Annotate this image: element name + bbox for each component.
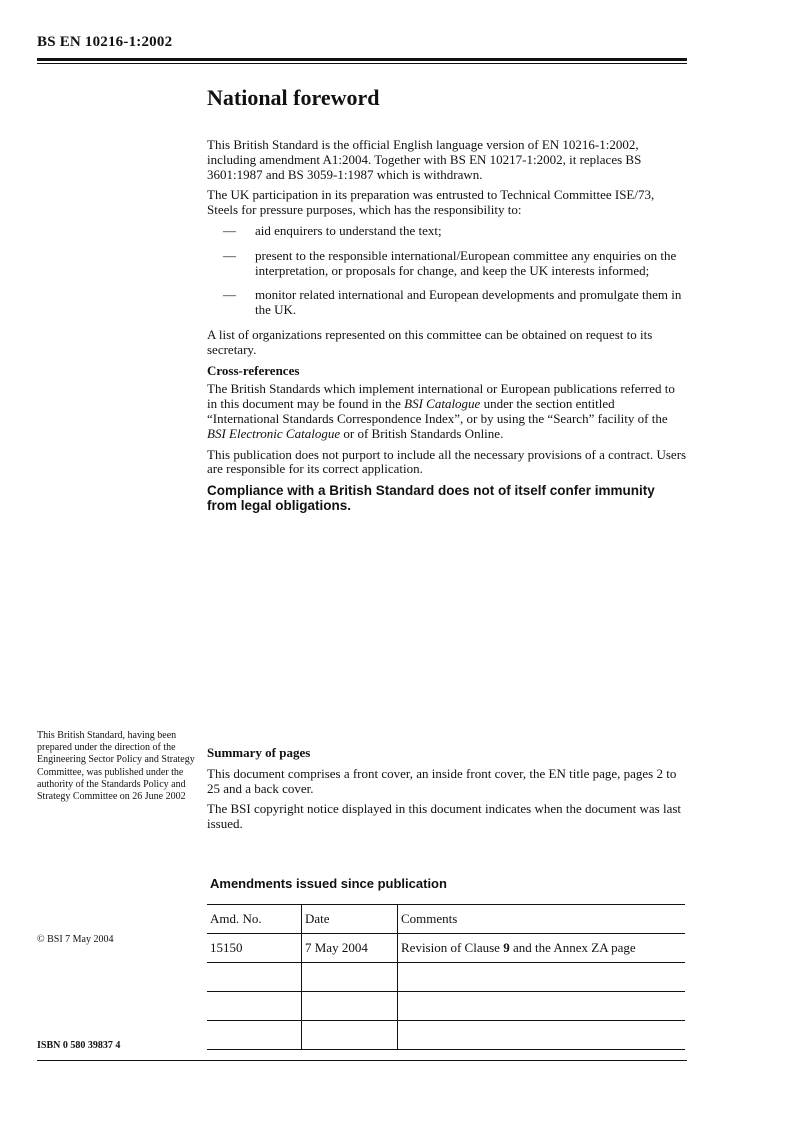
bsi-catalogue-title: BSI Catalogue — [404, 396, 481, 412]
empty-cell — [302, 1021, 398, 1050]
list-item-text: present to the responsible international/European committee any enquiries on the interpretation, or proposals for change, and keep the UK interests informed; — [255, 247, 677, 278]
table-row — [207, 963, 685, 992]
dash-bullet: — — [223, 287, 236, 303]
crossref-text-3: or of British Standards Online. — [340, 425, 504, 441]
responsibility-list — [207, 224, 687, 318]
summary-of-pages — [207, 746, 687, 838]
compliance-statement: Compliance with a British Standard does not of itself confer immunity from legal obligations. — [207, 483, 655, 514]
cross-references-paragraph — [207, 382, 687, 441]
column-header-comments: Comments — [398, 905, 686, 934]
empty-cell — [398, 992, 686, 1021]
column-header-amd-no: Amd. No. — [207, 905, 302, 934]
comment-text-2: and the Annex ZA page — [509, 940, 636, 955]
foreword-paragraph-4: This publication does not purport to include all the necessary provisions of a contract. Users are responsible for its correct application. — [207, 446, 687, 477]
table-row — [207, 934, 685, 963]
amendments-title: Amendments issued since publication — [210, 876, 447, 891]
empty-cell — [302, 992, 398, 1021]
foreword-paragraph-2: The UK participation in its preparation was entrusted to Technical Committee ISE/73, Steels for pressure purposes, which has the responsibility to: — [207, 187, 655, 218]
foreword-paragraph-1: This British Standard is the official English language version of EN 10216-1:2002, including amendment A1:2004. Together with BS EN 10217-1:2002, it replaces BS 3601:1987 and BS 3059-1:1987 which is withdrawn. — [207, 137, 642, 182]
clause-number: 9 — [503, 940, 510, 955]
list-item — [207, 224, 687, 239]
dash-bullet: — — [223, 247, 236, 263]
table-row — [207, 992, 685, 1021]
crossref-text-1: The British Standards which implement international or European publications referred to in this document may be found in the — [207, 381, 675, 412]
list-item — [207, 288, 687, 318]
foreword-paragraph-3: A list of organizations represented on this committee can be obtained on request to its secretary. — [207, 326, 653, 357]
amendments-table — [207, 904, 685, 1050]
cross-references-heading: Cross-references — [207, 362, 300, 378]
table-row — [207, 1021, 685, 1050]
summary-paragraph-2: The BSI copyright notice displayed in this document indicates when the document was last issued. — [207, 801, 682, 832]
empty-cell — [207, 963, 302, 992]
isbn: ISBN 0 580 39837 4 — [37, 1040, 121, 1051]
publication-note: This British Standard, having been prepared under the direction of the Engineering Sector Policy and Strategy Committee, was published under the authority of the Standards Policy and Strategy Committee on 26 June 2002 — [37, 730, 195, 803]
list-item-text: aid enquirers to understand the text; — [255, 222, 442, 238]
amd-number-cell: 15150 — [207, 934, 302, 963]
empty-cell — [398, 963, 686, 992]
column-header-date: Date — [302, 905, 398, 934]
foreword-body — [207, 138, 687, 519]
empty-cell — [398, 1021, 686, 1050]
summary-heading: Summary of pages — [207, 745, 311, 760]
document-id-header: BS EN 10216-1:2002 — [37, 34, 173, 50]
empty-cell — [207, 992, 302, 1021]
dash-bullet: — — [223, 222, 236, 238]
crossref-text-2: under the section entitled “International Standards Correspondence Index”, or by using the “Search” facility of the — [207, 396, 668, 426]
header-rule-thin — [37, 63, 687, 64]
table-header-row — [207, 905, 685, 934]
summary-paragraph-1: This document comprises a front cover, an inside front cover, the EN title page, pages 2 to 25 and a back cover. — [207, 765, 677, 796]
list-item — [207, 249, 687, 279]
copyright-notice: © BSI 7 May 2004 — [37, 934, 114, 945]
list-item-text: monitor related international and European developments and promulgate them in the UK. — [255, 287, 682, 318]
comment-text-1: Revision of Clause — [401, 940, 504, 955]
comments-cell — [398, 934, 686, 963]
date-cell: 7 May 2004 — [302, 934, 398, 963]
header-rule-thick — [37, 58, 687, 61]
footer-rule — [37, 1060, 687, 1061]
bsi-electronic-catalogue-title: BSI Electronic Catalogue — [207, 425, 341, 441]
empty-cell — [207, 1021, 302, 1050]
page-title: National foreword — [207, 85, 380, 110]
empty-cell — [302, 963, 398, 992]
